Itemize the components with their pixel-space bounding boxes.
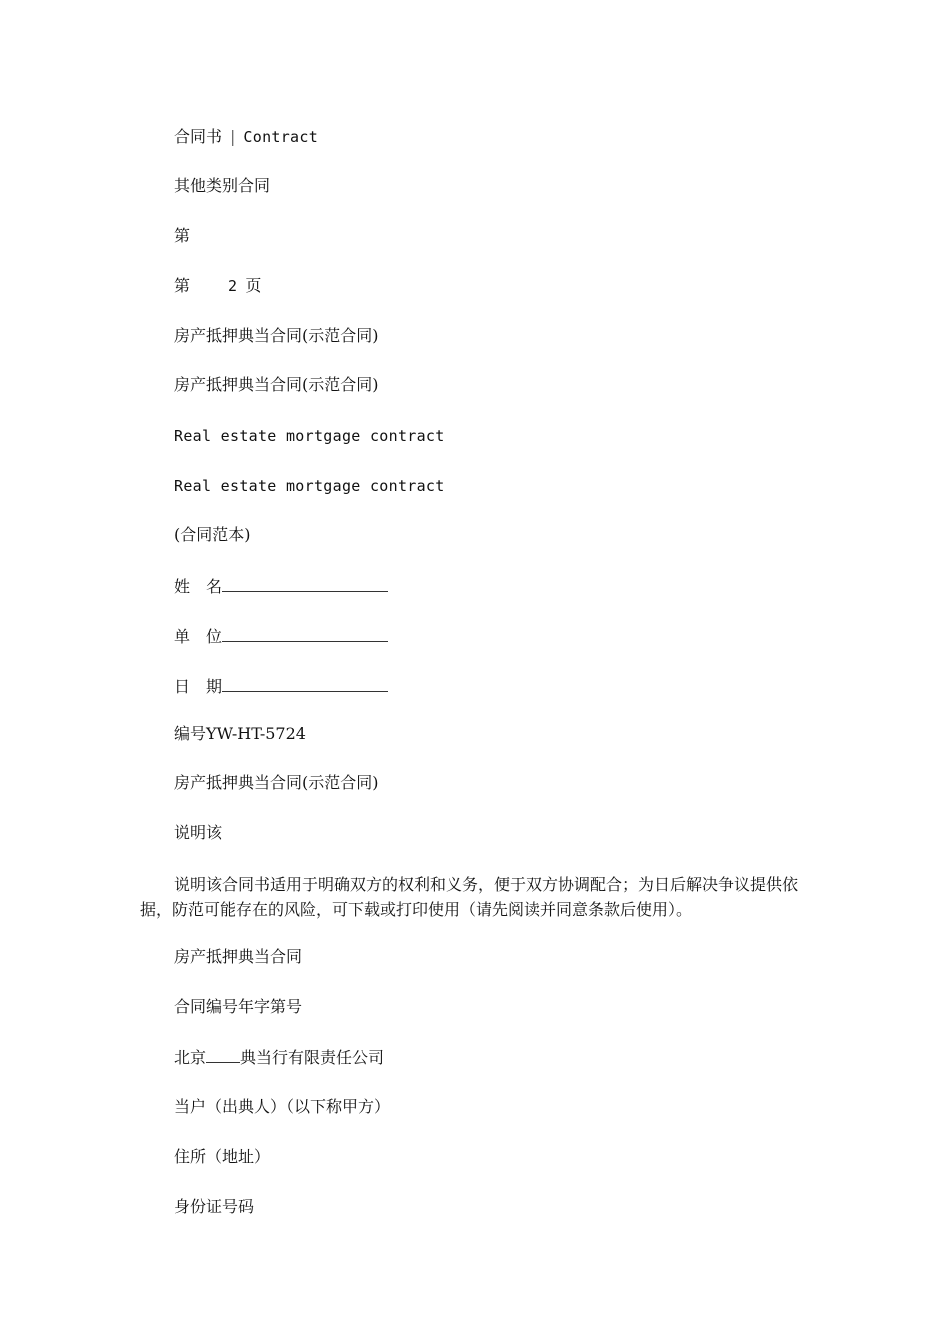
page-number-line (174, 276, 261, 296)
header-label: 合同书 (174, 127, 223, 146)
name-field-line (174, 575, 388, 597)
page-number-prefix: 第 (174, 276, 191, 295)
contract-number: 合同编号年字第号 (174, 997, 303, 1016)
date-blank (222, 675, 388, 692)
header-english: Contract (243, 128, 319, 146)
name-label-b: 名 (206, 577, 223, 596)
page-mark: 第 (174, 226, 191, 245)
org-blank (222, 625, 388, 642)
date-label-a: 日 (174, 677, 191, 696)
doc-number: 编号YW-HT-5724 (174, 724, 306, 743)
header-separator: | (230, 127, 236, 146)
page-number-suffix: 页 (245, 276, 262, 295)
party-a-line: 当户（出典人）（以下称甲方） (174, 1097, 391, 1116)
note-heading: 说明该 (174, 823, 223, 842)
title-cn-3: 房产抵押典当合同(示范合同) (174, 773, 379, 792)
title-cn-1: 房产抵押典当合同(示范合同) (174, 326, 379, 345)
page-number: 2 (228, 277, 238, 295)
address-line: 住所（地址） (174, 1147, 271, 1166)
company-suffix: 典当行有限责任公司 (240, 1048, 385, 1067)
name-label-a: 姓 (174, 577, 191, 596)
category-line: 其他类别合同 (174, 176, 271, 195)
header-line (174, 127, 318, 147)
org-label-a: 单 (174, 627, 191, 646)
org-field-line (174, 625, 388, 647)
id-number-line: 身份证号码 (174, 1197, 255, 1216)
company-blank (206, 1047, 240, 1063)
contract-title: 房产抵押典当合同 (174, 947, 303, 966)
title-cn-2: 房产抵押典当合同(示范合同) (174, 375, 379, 394)
title-en-2: Real estate mortgage contract (174, 477, 445, 495)
note-body: 说明该合同书适用于明确双方的权利和义务，便于双方协调配合；为日后解决争议提供依据，防范可能存在的风险，可下载或打印使用（请先阅读并同意条款后使用）。 (140, 875, 799, 919)
org-label-b: 位 (206, 627, 223, 646)
date-field-line (174, 675, 388, 697)
title-en-1: Real estate mortgage contract (174, 427, 445, 445)
company-prefix: 北京 (174, 1048, 207, 1067)
template-note: (合同范本) (174, 525, 251, 544)
company-line (174, 1047, 384, 1068)
name-blank (222, 575, 388, 592)
date-label-b: 期 (206, 677, 223, 696)
